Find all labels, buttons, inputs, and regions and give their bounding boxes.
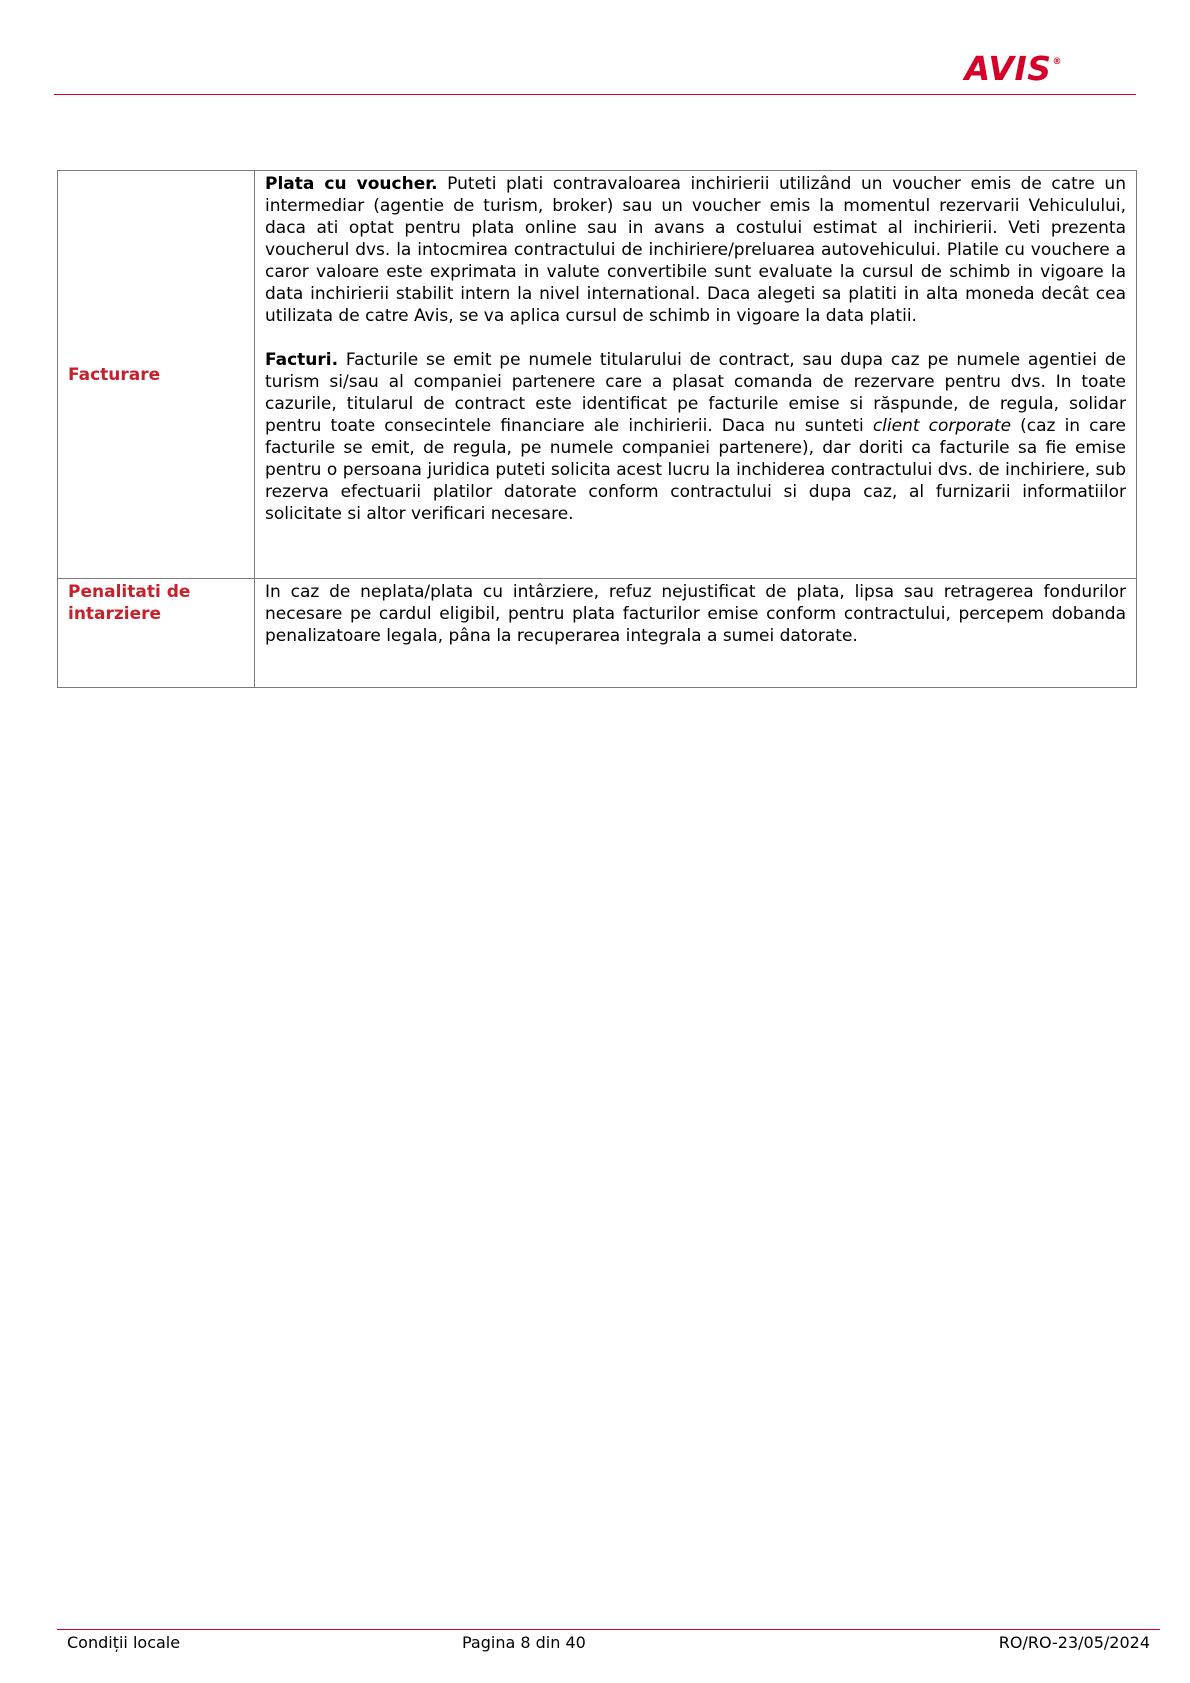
paragraph-italic-term: client corporate	[872, 416, 1012, 436]
paragraph-text: (caz in care facturile se emit, de regula, pe numele companiei partenere), dar doriti ca facturile sa fie emise pentru o persoana juridica puteti solicita acest lucru la inchiderea contractului dvs. de inchiriere, sub rezerva efectuarii platilor datorate conform contractului si dupa caz, al furnizarii informatiilor solicitate si altor verificari necesare.	[265, 416, 1126, 524]
paragraph-plata-cu-voucher	[265, 173, 1126, 327]
row-content-facturare	[255, 171, 1137, 579]
paragraph-lead: Facturi.	[265, 350, 339, 370]
footer-document-title: Condiții locale	[67, 1633, 181, 1652]
header-divider	[54, 94, 1136, 95]
row-label-penalitati: Penalitati de intarziere	[58, 579, 255, 688]
footer-divider	[57, 1629, 1160, 1630]
paragraph-penalitati: In caz de neplata/plata cu intârziere, refuz nejustificat de plata, lipsa sau retragerea fondurilor necesare pe cardul eligibil, pentru plata facturilor emise conform contractului, percepem dobanda penalizatoare legala, pâna la recuperarea integrala a sumei datorate.	[265, 582, 1126, 646]
registered-mark: ®	[1052, 57, 1062, 67]
avis-logo-text: AVIS	[964, 49, 1052, 88]
paragraph-lead: Plata cu voucher.	[265, 174, 438, 194]
row-label-facturare: Facturare	[58, 171, 255, 579]
avis-logo	[964, 49, 1062, 88]
footer-page-number: Pagina 8 din 40	[462, 1633, 586, 1652]
table-row-facturare	[58, 171, 1137, 579]
row-content-penalitati	[255, 579, 1137, 688]
table-row-penalitati	[58, 579, 1137, 688]
paragraph-text: Puteti plati contravaloarea inchirierii utilizând un voucher emis de catre un intermediar (agentie de turism, broker) sau un voucher emis la momentul rezervarii Vehiculului, daca ati optat pentru plata online sau in avans a costului estimat al inchirierii. Veti prezenta voucherul dvs. la intocmirea contractului de inchiriere/preluarea autovehicului. Platile cu vouchere a caror valoare este exprimata in valute convertibile sunt evaluate la cursul de schimb in vigoare la data inchirierii stabilit intern la nivel international. Daca alegeti sa platiti in alta moneda decât cea utilizata de catre Avis, se va aplica cursul de schimb in vigoare la data platii.	[265, 174, 1126, 326]
paragraph-facturi	[265, 349, 1126, 525]
paragraph-text: Facturile se emit pe numele titularului de contract, sau dupa caz pe numele agentiei de turism si/sau al companiei partenere care a plasat comanda de rezervare pentru dvs. In toate cazurile, titularul de contract este identificat pe facturile emise si răspunde, de regula, solidar pentru toate consecintele financiare ale inchirierii. Daca nu sunteti	[265, 350, 1126, 436]
footer-document-code: RO/RO-23/05/2024	[998, 1633, 1150, 1652]
terms-table	[57, 170, 1137, 688]
